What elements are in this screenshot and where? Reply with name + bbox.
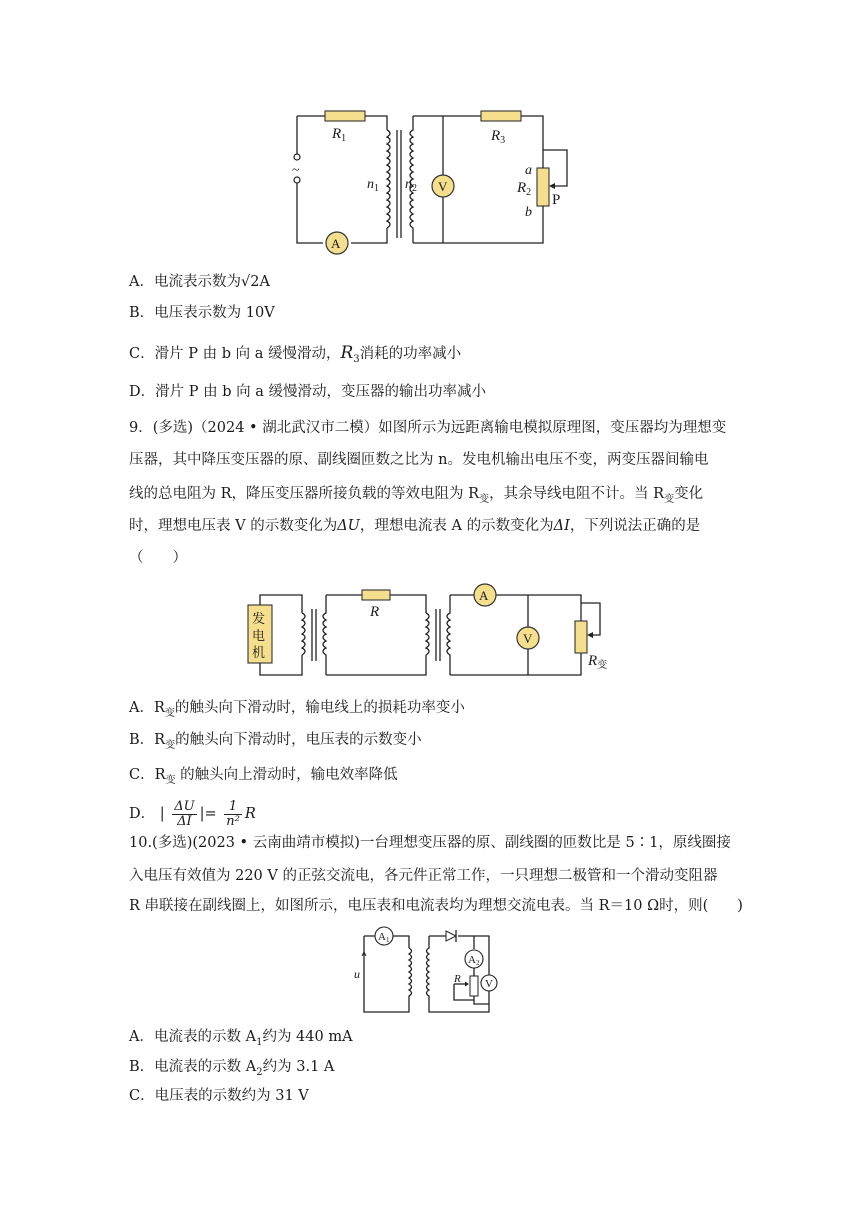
- ammeter-label: A: [479, 588, 489, 603]
- svg-text:n1: $n_1$: [367, 177, 379, 194]
- svg-text:n2: $n_2$: [405, 177, 417, 194]
- svg-text:a: a: [525, 163, 532, 178]
- q8-option-d: D．滑片 P 由 b 向 a 缓慢滑动，变压器的输出功率减小: [129, 384, 486, 400]
- q8-option-a: A．电流表示数为√2A: [129, 274, 270, 290]
- ammeter-label: A: [331, 236, 341, 251]
- q10-option-a: A．电流表的示数 $A_1$约为 440 mA: [129, 1029, 353, 1048]
- svg-text:机: 机: [252, 645, 266, 660]
- q10-option-c: C．电压表的示数约为 31 V: [129, 1088, 309, 1104]
- q10-option-b: B．电流表的示数 $A_2$约为 3.1 A: [129, 1059, 335, 1078]
- q10-stem-line3: R 串联接在副线圈上，如图所示，电压表和电流表均为理想交流电表。当 R＝10 Ω时，则( ): [129, 898, 743, 914]
- svg-text:R变: $R_变$: [588, 653, 608, 671]
- q9-stem-line4: 时，理想电压表 V 的示数变化为ΔU，理想电流表 A 的示数变化为ΔI，下列说法正确的是: [129, 518, 701, 534]
- q10-stem-line1: 10.(多选)(2023 • 云南曲靖市模拟)一台理想变压器的原、副线圈的匝数比是 5∶1，原线圈接: [129, 835, 731, 851]
- ac-source-symbol: ~: [292, 163, 300, 178]
- svg-text:b: b: [525, 205, 532, 220]
- q8-circuit-figure: [285, 108, 575, 253]
- svg-text:A2: A2: [468, 954, 480, 967]
- q9-answer-bracket: （ ）: [129, 550, 187, 566]
- voltmeter-label: V: [438, 179, 448, 194]
- svg-text:发: 发: [252, 611, 266, 626]
- fraction-1-n2: $\frac{1}{\text{n²}}$: [226, 798, 240, 829]
- fraction-dU-dI: $\frac{\Delta U}{\Delta I}$: [174, 798, 195, 829]
- q10-stem-line2: 入电压有效值为 220 V 的正弦交流电，各元件正常工作，一只理想二极管和一个滑动变阻器: [129, 868, 718, 884]
- svg-text:u: u: [354, 967, 360, 981]
- q8-option-b: B．电压表示数为 10V: [129, 305, 275, 321]
- q9-option-d: D． | $\frac{\Delta U}{\Delta I}$ |= $\frac{1}{\text{n²}}$ R: [129, 798, 256, 829]
- svg-text:R: R: [454, 973, 461, 985]
- q9-option-c: C．$R_变$ 的触头向上滑动时，输电效率降低: [129, 767, 398, 786]
- svg-text:R: R: [370, 604, 380, 620]
- q9-stem-line3: 线的总电阻为 R，降压变压器所接负载的等效电阻为 $R_变$，其余导线电阻不计。当 $R_变$变化: [129, 486, 704, 505]
- svg-text:电: 电: [252, 628, 266, 643]
- q9-stem-line1: 9．(多选)（2024 • 湖北武汉市二模）如图所示为远距离输电模拟原理图，变压器均为理想变: [129, 420, 727, 436]
- q9-circuit-figure: [244, 583, 614, 683]
- svg-text:R1: $R_1$: [332, 126, 347, 144]
- svg-text:R2: $R_2$: [517, 180, 532, 198]
- q10-circuit-figure: [354, 926, 504, 1018]
- q8-option-c: C．滑片 P 由 b 向 a 缓慢滑动，$R_3$消耗的功率减小: [129, 343, 462, 365]
- voltmeter-label: V: [523, 631, 533, 646]
- q9-option-a: A．$R_变$的触头向下滑动时，输电线上的损耗功率变小: [129, 700, 465, 719]
- svg-text:P: P: [552, 192, 561, 208]
- svg-text:A1: A1: [378, 931, 390, 944]
- svg-text:V: V: [485, 978, 493, 990]
- q9-option-b: B．$R_变$的触头向下滑动时，电压表的示数变小: [129, 732, 422, 751]
- q9-stem-line2: 压器，其中降压变压器的原、副线圈匝数之比为 n。发电机输出电压不变，两变压器间输电: [129, 452, 709, 468]
- svg-text:R3: $R_3$: [491, 128, 506, 146]
